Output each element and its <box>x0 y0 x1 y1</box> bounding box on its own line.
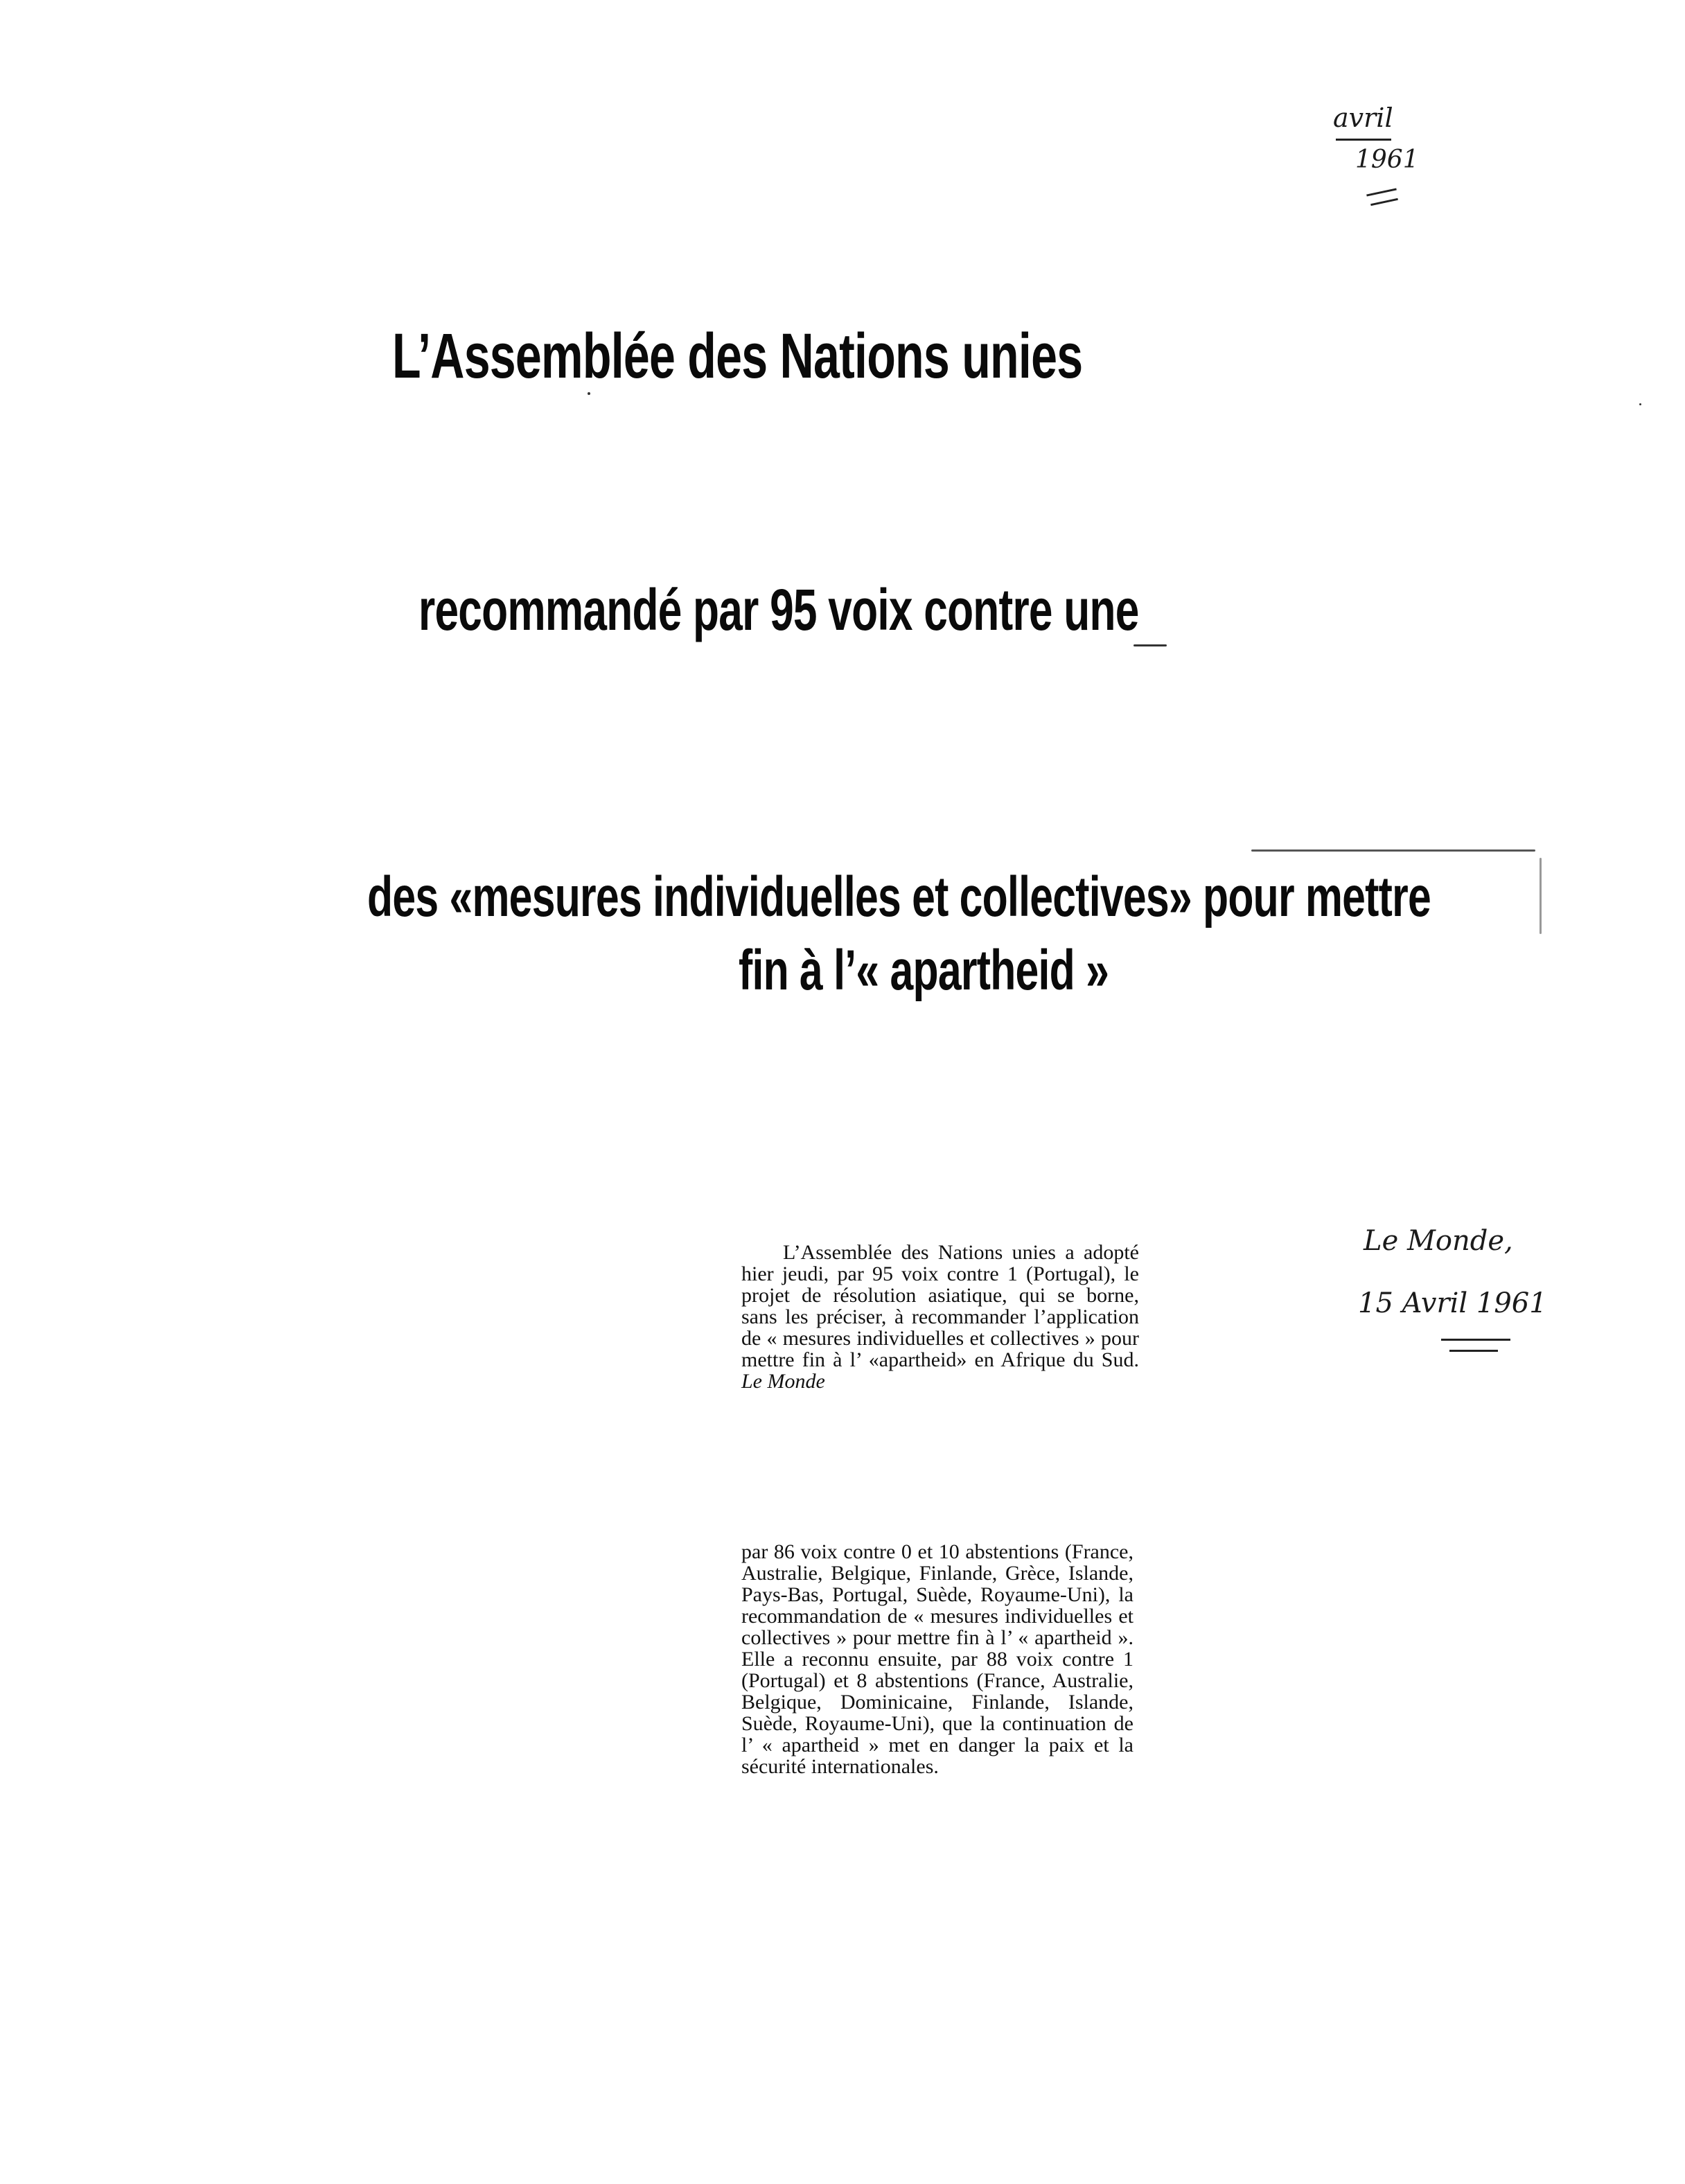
scan-speck <box>1133 644 1167 646</box>
scan-mark <box>1251 849 1535 852</box>
handwritten-underline <box>1449 1350 1498 1352</box>
scan-speck <box>1639 403 1641 405</box>
article-body-paragraph: par 86 voix contre 0 et 10 abstentions (France, Australie, Belgique, Finlande, Grèce, Islande, Pays-Bas, Portugal, Suède, Royaume-Uni), la recommandation de « mesures individuelles et collectives » pour mettre fin à l’ « apartheid ». Elle a reconnu ensuite, par 88 voix contre 1 (Portugal) et 8 abstentions (France, Australie, Belgique, Dominicaine, Finlande, Islande, Suède, Royaume-Uni), que la continuation de l’ « apartheid » met en danger la paix et la sécurité internationales. <box>741 1540 1133 1778</box>
headline-line-1: L’Assemblée des Nations unies <box>392 321 1083 391</box>
handwritten-date: 15 Avril 1961 <box>1358 1287 1547 1319</box>
headline-line-4: fin à l’« apartheid » <box>739 939 1109 1002</box>
lead-source: Le Monde <box>741 1370 825 1393</box>
handwritten-mark <box>1370 198 1398 206</box>
scan-speck <box>588 392 590 395</box>
scan-mark <box>1540 858 1542 934</box>
lead-text: L’Assemblée des Nations unies a adopté hier jeudi, par 95 voix contre 1 (Portugal), le projet de résolution asiatique, qui se borne, sans les préciser, à recommander l’application de « mesures individuelles et collectives » pour mettre fin à l’ «apartheid» en Afrique du Sud. <box>741 1241 1139 1371</box>
handwritten-mark <box>1366 188 1397 196</box>
handwritten-newspaper-name: Le Monde, <box>1364 1225 1513 1257</box>
headline-line-3: des «mesures individuelles et collectives» pour mettre <box>367 865 1431 928</box>
handwritten-year: 1961 <box>1355 146 1419 174</box>
headline-line-2: recommandé par 95 voix contre une <box>418 577 1139 642</box>
handwritten-month: avril <box>1333 103 1393 133</box>
handwritten-underline <box>1336 139 1391 141</box>
handwritten-underline <box>1441 1339 1510 1341</box>
article-lead-paragraph <box>741 1242 1139 1392</box>
